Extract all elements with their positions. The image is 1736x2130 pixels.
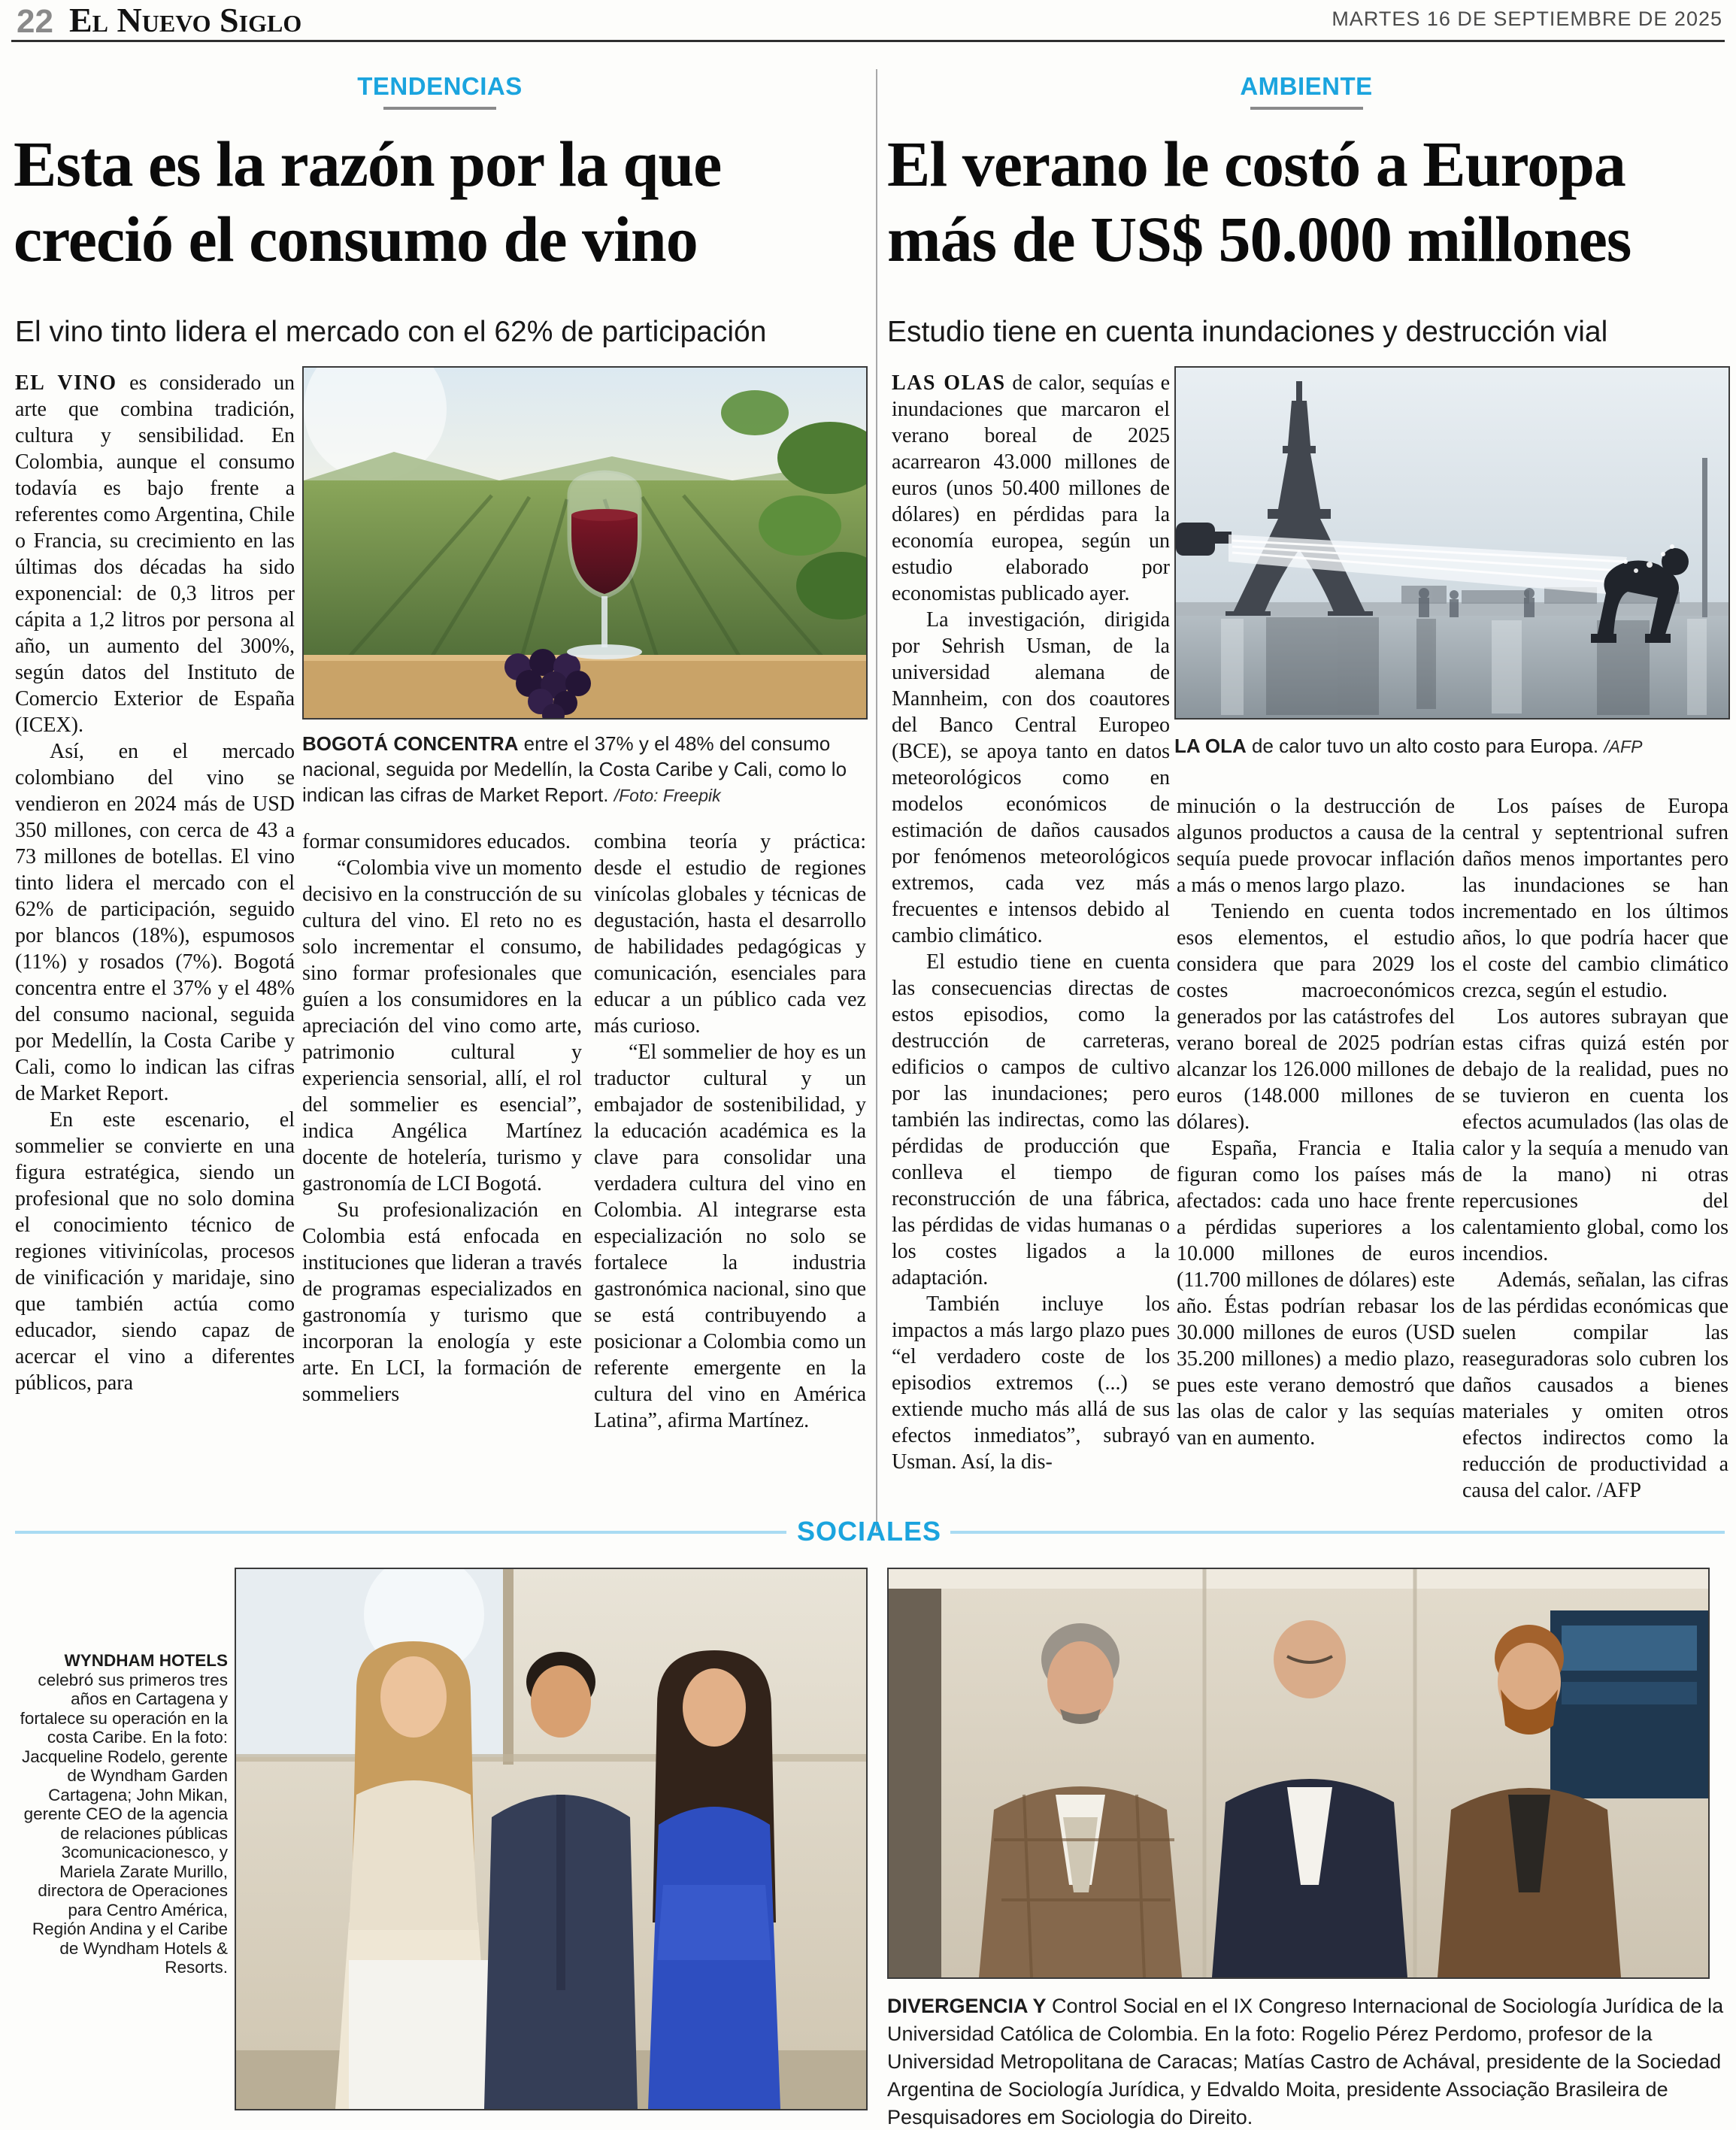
caption-credit: /AFP [1604, 737, 1643, 756]
eiffel-photo-art [1176, 368, 1728, 718]
wyndham-photo [235, 1568, 868, 2110]
kicker-rule [1250, 107, 1363, 110]
paragraph-lead: LAS OLAS [892, 371, 1006, 395]
right-kicker-wrap [887, 72, 1725, 110]
paragraph: Su profesionalización en Colombia está enfocada en instituciones que lideran a través de programas especializados en gastronomía y turismo que incorporan la enología y este arte. En LCI, la formación de sommeliers [302, 1198, 582, 1406]
kicker-tendencias: TENDENCIAS [357, 72, 523, 100]
paragraph: El estudio tiene en cuenta las consecuencias directas de estos episodios, como la destrucción de carreteras, edificios o campos de cultivo por las inundaciones; pero también las indirectas, como las pérdidas de producción que conlleva el tiempo de reconstrucción de una fábrica, las pérdidas de vidas humanas o los costes ligados a la adaptación. [892, 950, 1170, 1289]
paragraph: Teniendo en cuenta todos esos elementos, el estudio considera que para 2029 los costes macroeconómicos generados por las catástrofes del verano boreal de 2025 podrían alcanzar los 126.000 millones de euros (148.000 millones de dólares). [1177, 900, 1455, 1134]
header-rule [11, 40, 1725, 42]
paragraph: La investigación, dirigida por Sehrish Usman, de la universidad alemana de Mannheim, con dos coautores del Banco Central Europeo (BCE), se apoya tanto en datos meteorológicos como en modelos económicos de estimación de daños causados por fenómenos meteorológicos extremos, cada vez más frecuentes e intensos debido al cambio climático. [892, 608, 1170, 947]
left-subhead: El vino tinto lidera el mercado con el 62% de participación [15, 316, 767, 348]
left-kicker-wrap [15, 72, 865, 110]
eiffel-heatwave-photo [1174, 366, 1730, 720]
eiffel-photo-caption [1174, 733, 1728, 759]
tv-screen [1550, 1610, 1708, 1798]
paragraph: En este escenario, el sommelier se convierte en una figura estratégica, siendo un profesional que no solo domina el conocimiento técnico de regiones vitivinícolas, procesos de vinificación y maridaje, sino que también actúa como educador, siendo capaz de acercar el vino a diferentes públicos, para [15, 1108, 295, 1395]
congreso-photo [887, 1568, 1710, 1979]
left-article-col1 [15, 370, 295, 1534]
right-subhead: Estudio tiene en cuenta inundaciones y destrucción vial [887, 316, 1608, 348]
paragraph: minución o la destrucción de algunos productos a causa de la sequía puede provocar inflación a más o menos largo plazo. [1177, 795, 1455, 897]
caption-text: entre el 37% y el 48% del consumo nacional, seguida por Medellín, la Costa Caribe y Cali, como lo indican las cifras de Market Report. [302, 732, 847, 806]
caption-text: celebró sus primeros tres años en Cartagena y fortalece su operación en la costa Caribe. En la foto: Jacqueline Rodelo, gerente de Wyndham Garden Cartagena; John Mikan, gerente CEO de la agencia de relaciones públicas 3comunicacionesco, y Mariela Zarate Murillo, directora de Operaciones para Centro América, Región Andina y el Caribe de Wyndham Hotels & Resorts. [20, 1670, 228, 1977]
paragraph: También incluye los impactos a más largo plazo pues “el verdadero coste de los episodios extremos (...) se extiende mucho más allá de sus efectos inmediatos”, subrayó Usman. Así, la dis- [892, 1292, 1170, 1474]
caption-credit: /Foto: Freepik [614, 786, 721, 805]
paragraph [15, 370, 295, 738]
paragraph: “El sommelier de hoy es un traductor cultural y un embajador de sostenibilidad, y la educación académica es la clave para consolidar una verdadera cultura del vino en Colombia. Al integrarse esta especialización no solo se fortalece la industria gastronómica nacional, sino que se está contribuyendo a posicionar a Colombia como un referente emergente en la cultura del vino en América Latina”, afirma Martínez. [594, 1041, 866, 1432]
right-article-col1 [892, 370, 1170, 1534]
paragraph [892, 370, 1170, 607]
caption-lead: DIVERGENCIA Y [887, 1995, 1047, 2017]
sociales-label: SOCIALES [797, 1516, 942, 1547]
left-article-col3 [594, 829, 866, 1535]
doorway [889, 1569, 941, 1977]
kicker-ambiente: AMBIENTE [1240, 72, 1373, 100]
paragraph-text: de calor, sequías e inundaciones que marcaron el verano boreal de 2025 acarrearon 43.000 millones de euros (unos 50.400 millones de dólares) en pérdidas para la economía europea, según un estudio elaborado por economistas publicado ayer. [892, 371, 1170, 605]
paragraph: Los países de Europa central y septentrional sufren daños menos importantes pero las inundaciones se han incrementado en los últimos años, lo que podría hacer que el coste del cambio climático crezca, según el estudio. [1462, 795, 1728, 1002]
left-headline-line1: Esta es la razón por la que [14, 128, 722, 200]
caption-text: Control Social en el IX Congreso Internacional de Sociología Jurídica de la Universidad Católica de Colombia. En la foto: Rogelio Pérez Perdomo, profesor de la Universidad Metropolitana de Caracas; Matías Castro de Achával, presidente de la Sociedad Argentina de Sociología Jurídica, y Edvaldo Moita, presidente Associação Brasileira de Pesquisadores em Sociologia do Direito. [887, 1995, 1724, 2128]
right-headline [887, 126, 1733, 277]
right-headline-line1: El verano le costó a Europa [887, 128, 1625, 200]
wyndham-caption [11, 1651, 228, 1977]
paragraph: formar consumidores educados. [302, 830, 571, 853]
caption-lead: BOGOTÁ CONCENTRA [302, 732, 519, 755]
paragraph: Así, en el mercado colombiano del vino se vendieron en 2024 más de USD 350 millones, con cerca de 43 a 73 millones de botellas. El vino tinto lidera el mercado con el 62% de participación, seguido por blancos (18%), espumosos (11%) y rosados (7%). Bogotá concentra entre el 37% y el 48% del consumo nacional, seguida por Medellín, la Costa Caribe y Cali, como lo indican las cifras de Market Report. [15, 740, 295, 1105]
right-headline-line2: más de US$ 50.000 millones [887, 203, 1631, 275]
paragraph-text: es considerado un arte que combina tradición, cultura y sensibilidad. En Colombia, aunque el consumo todavía es bajo frente a referentes como Argentina, Chile o Francia, su crecimiento en las últimas dos décadas ha sido exponencial: de 0,3 litros per cápita a 1,2 litros por persona al año, un aumento del 300%, según datos del Instituto de Comercio Exterior de España (ICEX). [15, 371, 295, 737]
wine-photo [302, 366, 868, 720]
left-article-col2 [302, 829, 582, 1535]
right-article-col3 [1462, 793, 1728, 1536]
woman-left-figure [335, 1641, 492, 2109]
left-headline-line2: creció el consumo de vino [14, 203, 698, 275]
caption-lead: WYNDHAM HOTELS [64, 1651, 228, 1670]
wine-photo-art [304, 368, 866, 718]
woman-right-figure [648, 1650, 780, 2109]
divergencia-caption [887, 1992, 1728, 2130]
lamp-post [1702, 458, 1707, 617]
caption-lead: LA OLA [1174, 735, 1247, 757]
left-headline [14, 126, 871, 277]
sociales-rule-left [15, 1531, 786, 1534]
paragraph: “Colombia vive un momento decisivo en la construcción de su cultura del vino. El reto no es solo incrementar el consumo, sino formar profesionales que guíen a los consumidores en la apreciación del vino como arte, patrimonio cultural y experiencia sensorial, allí, el rol del sommelier es esencial”, indica Angélica Martínez docente de hotelería, turismo y gastronomía de LCI Bogotá. [302, 856, 582, 1195]
page-number: 22 [17, 3, 53, 40]
right-article-col2 [1177, 793, 1455, 1536]
paragraph: Además, señalan, las cifras de las pérdidas económicas que suelen compilar las reaseguradoras solo cubren los daños causados a bienes materiales y omiten otros efectos indirectos como la reducción de productividad a causa del calor. /AFP [1462, 1268, 1728, 1502]
kicker-rule [383, 107, 496, 110]
caption-text: de calor tuvo un alto costo para Europa. [1246, 735, 1604, 757]
masthead: El Nuevo Siglo [69, 1, 302, 39]
paragraph: España, Francia e Italia figuran como los países más afectados: cada uno hace frente a pérdidas superiores a los 10.000 millones de euros (11.700 millones de dólares) este año. Éstas podrían rebasar los 30.000 millones de euros (USD 35.200 millones) a medio plazo, pues este verano demostró que las olas de calor y las sequías van en aumento. [1177, 1137, 1455, 1450]
page-date: MARTES 16 DE SEPTIEMBRE DE 2025 [1332, 8, 1722, 30]
wine-photo-caption [302, 731, 865, 808]
sociales-rule-right [950, 1531, 1725, 1534]
paragraph: Los autores subrayan que estas cifras quizá estén por debajo de la realidad, pues no se tuvieron en cuenta los efectos acumulados (las olas de calor y la sequía a menudo van de la mano) ni otras repercusiones del calentamiento global, como los incendios. [1462, 1005, 1728, 1265]
wyndham-photo-art [236, 1569, 866, 2109]
article-divider [876, 69, 877, 1532]
congreso-photo-art [889, 1569, 1708, 1977]
paragraph-lead: EL VINO [15, 371, 117, 395]
paragraph: combina teoría y práctica: desde el estudio de regiones vinícolas globales y técnicas de degustación, hasta el desarrollo de habilidades pedagógicas y comunicación, esenciales para educar a un público cada vez más curioso. [594, 830, 866, 1038]
